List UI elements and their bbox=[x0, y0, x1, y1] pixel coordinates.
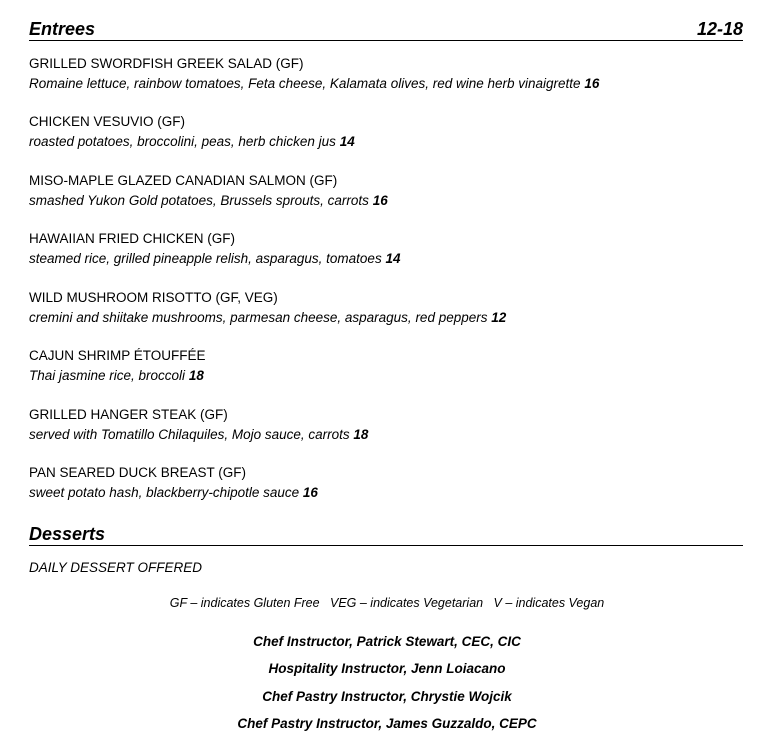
item-description: roasted potatoes, broccolini, peas, herb chicken jus 14 bbox=[29, 134, 355, 149]
menu-item bbox=[29, 288, 506, 328]
item-price: 12 bbox=[491, 310, 507, 325]
dietary-legend: GF – indicates Gluten Free VEG – indicates Vegetarian V – indicates Vegan bbox=[169, 596, 605, 610]
item-name: GRILLED HANGER STEAK (GF) bbox=[29, 407, 228, 422]
menu-item bbox=[29, 229, 401, 269]
item-name: CHICKEN VESUVIO (GF) bbox=[29, 114, 186, 129]
menu-item bbox=[29, 112, 355, 152]
item-price: 16 bbox=[372, 193, 388, 208]
menu-item bbox=[29, 54, 599, 94]
entrees-price-range: 12-18 bbox=[696, 19, 743, 39]
item-description: sweet potato hash, blackberry-chipotle sauce 16 bbox=[29, 485, 318, 500]
item-name: WILD MUSHROOM RISOTTO (GF, VEG) bbox=[29, 290, 278, 305]
item-description: Romaine lettuce, rainbow tomatoes, Feta cheese, Kalamata olives, red wine herb vinaigrette 16 bbox=[29, 76, 600, 91]
daily-dessert: DAILY DESSERT OFFERED bbox=[29, 560, 203, 575]
item-description: served with Tomatillo Chilaquiles, Mojo sauce, carrots 18 bbox=[29, 427, 369, 442]
item-name: CAJUN SHRIMP ÉTOUFFÉE bbox=[29, 348, 206, 363]
item-description: cremini and shiitake mushrooms, parmesan cheese, asparagus, red peppers 12 bbox=[29, 310, 507, 325]
menu-item bbox=[29, 171, 388, 211]
staff-credit: Chef Pastry Instructor, Chrystie Wojcik bbox=[262, 689, 512, 704]
item-price: 14 bbox=[339, 134, 355, 149]
item-name: PAN SEARED DUCK BREAST (GF) bbox=[29, 465, 247, 480]
item-name: HAWAIIAN FRIED CHICKEN (GF) bbox=[29, 231, 236, 246]
staff-credit: Hospitality Instructor, Jenn Loiacano bbox=[268, 661, 506, 676]
item-description: smashed Yukon Gold potatoes, Brussels sprouts, carrots 16 bbox=[29, 193, 388, 208]
item-name: GRILLED SWORDFISH GREEK SALAD (GF) bbox=[29, 56, 304, 71]
staff-credit: Chef Pastry Instructor, James Guzzaldo, CEPC bbox=[237, 716, 537, 731]
desserts-title: Desserts bbox=[29, 524, 106, 544]
item-name: MISO-MAPLE GLAZED CANADIAN SALMON (GF) bbox=[29, 173, 338, 188]
desserts-heading bbox=[29, 523, 743, 546]
entrees-title: Entrees bbox=[29, 19, 96, 39]
menu-item bbox=[29, 346, 206, 386]
item-price: 18 bbox=[353, 427, 369, 442]
item-price: 18 bbox=[188, 368, 204, 383]
item-price: 16 bbox=[302, 485, 318, 500]
item-description: steamed rice, grilled pineapple relish, asparagus, tomatoes 14 bbox=[29, 251, 401, 266]
item-price: 16 bbox=[584, 76, 600, 91]
menu-item bbox=[29, 405, 368, 445]
item-price: 14 bbox=[385, 251, 401, 266]
item-description: Thai jasmine rice, broccoli 18 bbox=[29, 368, 204, 383]
entrees-heading bbox=[29, 18, 743, 41]
menu-item bbox=[29, 463, 318, 503]
staff-credit: Chef Instructor, Patrick Stewart, CEC, CIC bbox=[253, 634, 521, 649]
